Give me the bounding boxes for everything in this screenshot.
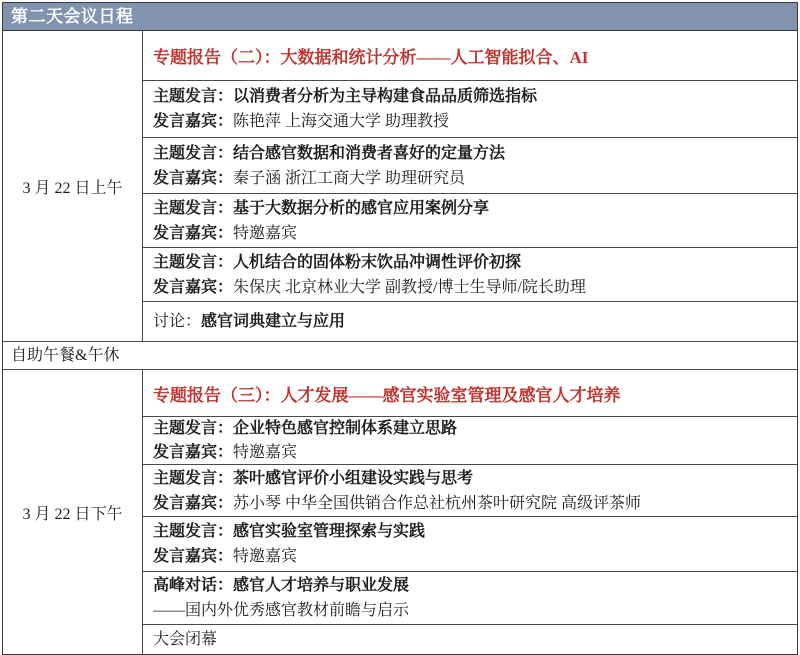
speaker-label: 发言嘉宾： [153,548,234,565]
talk-row [143,81,797,138]
dialogue-subtext: ——国内外优秀感官教材前瞻与启示 [153,602,410,619]
morning-group [3,31,797,342]
table-title: 第二天会议日程 [11,7,134,26]
topic-line [153,519,797,544]
speaker-text: 特邀嘉宾 [233,548,298,565]
time-cell-morning: 3 月 22 日上午 [3,31,143,341]
topic-line [153,417,797,441]
talk-row [143,138,797,194]
dialogue-label: 高峰对话： [153,577,234,594]
speaker-label: 发言嘉宾： [153,494,234,512]
lunch-break-text: 自助午餐&午休 [11,347,120,364]
speaker-text: 苏小琴 中华全国供销合作总社杭州茶叶研究院 高级评茶师 [233,494,642,512]
speaker-label: 发言嘉宾： [153,278,234,296]
speaker-line [153,221,797,246]
topic-text: 人机结合的固体粉末饮品冲调性评价初探 [233,253,522,271]
speaker-line [153,544,797,569]
discussion-text: 感官词典建立与应用 [201,313,346,330]
time-cell-afternoon: 3 月 22 日下午 [3,370,143,654]
discussion-line [153,309,797,334]
agenda-table [2,2,798,655]
speaker-label: 发言嘉宾： [153,113,234,130]
speaker-label: 发言嘉宾： [153,169,234,187]
afternoon-group [3,370,797,654]
speaker-line [153,441,797,465]
dialogue-text: 感官人才培养与职业发展 [233,577,410,594]
session-title-text: 专题报告（三）：人才发展——感官实验室管理及感官人才培养 [153,385,621,405]
speaker-text: 秦子涵 浙江工商大学 助理研究员 [233,169,466,187]
speaker-line [153,275,797,300]
topic-label: 主题发言： [153,144,234,162]
speaker-label: 发言嘉宾： [153,443,234,461]
talk-row [143,517,797,572]
speaker-text: 特邀嘉宾 [233,224,298,242]
discussion-row [143,302,797,341]
session-title-morning [143,31,797,81]
morning-sessions [143,31,797,341]
topic-label: 主题发言： [153,88,234,105]
topic-label: 主题发言： [153,523,234,540]
dialogue-subline [153,598,797,623]
dialogue-line [153,573,797,598]
topic-line [153,466,797,491]
topic-text: 基于大数据分析的感官应用案例分享 [233,199,490,217]
topic-label: 主题发言： [153,469,234,487]
talk-row [143,194,797,248]
talk-row [143,417,797,465]
speaker-label: 发言嘉宾： [153,224,234,242]
topic-line [153,196,797,221]
speaker-line [153,166,797,191]
talk-row [143,248,797,302]
closing-row [143,625,797,654]
topic-line [153,84,797,109]
topic-label: 主题发言： [153,419,234,437]
speaker-text: 朱保庆 北京林业大学 副教授/博士生导师/院长助理 [233,278,586,296]
speaker-text: 陈艳萍 上海交通大学 助理教授 [233,113,450,130]
talk-row [143,465,797,517]
speaker-text: 特邀嘉宾 [233,443,298,461]
topic-text: 结合感官数据和消费者喜好的定量方法 [233,144,506,162]
afternoon-sessions [143,370,797,654]
discussion-label: 讨论： [153,313,202,330]
table-header [3,3,797,31]
speaker-line [153,109,797,134]
topic-line [153,141,797,166]
topic-label: 主题发言： [153,253,234,271]
topic-text: 感官实验室管理探索与实践 [233,523,426,540]
summit-dialogue-row [143,572,797,625]
topic-line [153,250,797,275]
topic-label: 主题发言： [153,199,234,217]
closing-line [153,627,797,652]
session-title-text: 专题报告（二）：大数据和统计分析——人工智能拟合、AI [153,48,589,67]
topic-text: 企业特色感官控制体系建立思路 [233,419,458,437]
closing-text: 大会闭幕 [153,631,218,648]
topic-text: 以消费者分析为主导构建食品品质筛选指标 [233,88,538,105]
session-title-afternoon [143,370,797,417]
topic-text: 茶叶感官评价小组建设实践与思考 [233,469,474,487]
speaker-line [153,491,797,516]
lunch-break-row [3,342,797,370]
